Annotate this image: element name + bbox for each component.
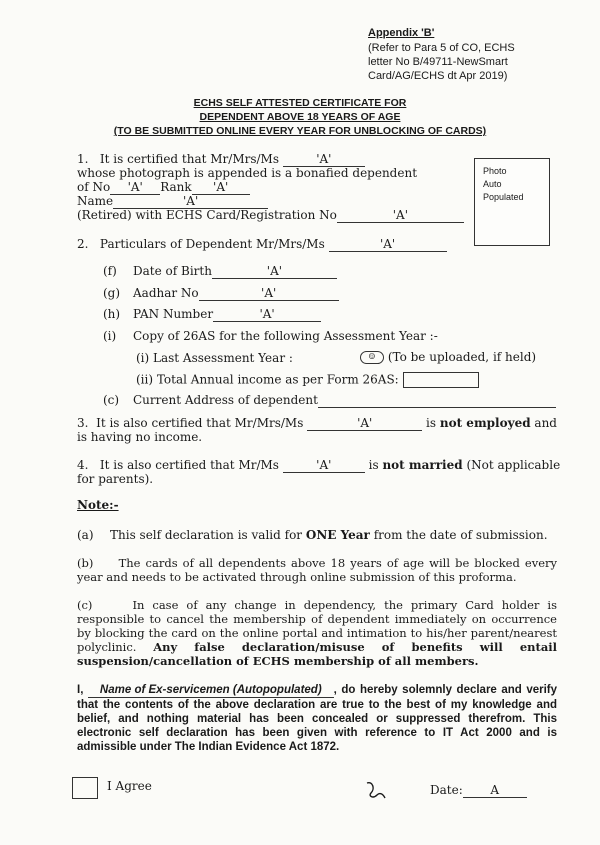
item3-and: and: [534, 416, 557, 430]
item1-prefix: It is certified that Mr/Mrs/Ms: [99, 152, 279, 166]
item1-line3: [77, 180, 250, 195]
item2-number: 2.: [77, 237, 89, 251]
item4-is: is: [368, 458, 379, 472]
note-a-part1: This self declaration is valid for: [110, 528, 303, 542]
item1-number-field[interactable]: 'A': [110, 180, 160, 195]
item1-name-label: Name: [77, 194, 114, 208]
item2-h-label: (h): [103, 307, 121, 321]
item2-f-row: [133, 264, 337, 279]
agree-checkbox[interactable]: [72, 777, 98, 799]
aadhar-label: Aadhar No: [133, 286, 199, 300]
note-c-label: (c): [77, 598, 93, 612]
heading-line2: DEPENDENT ABOVE 18 YEARS OF AGE: [199, 111, 401, 123]
item3-line2: is having no income.: [77, 430, 203, 444]
note-heading: Note:-: [77, 498, 119, 512]
item3-not-employed: not employed: [439, 416, 531, 430]
item1-rank-field[interactable]: 'A': [192, 180, 250, 195]
item4-dependent-field[interactable]: 'A': [283, 458, 365, 473]
item1-number: 1.: [77, 152, 89, 166]
item2-prefix: Particulars of Dependent Mr/Mrs/Ms: [99, 237, 325, 251]
item1-retired-label: (Retired) with ECHS Card/Registration No: [77, 208, 337, 222]
upload-note: (To be uploaded, if held): [387, 350, 537, 364]
item3-prefix: It is also certified that Mr/Mrs/Ms: [96, 416, 304, 430]
note-a-bold: ONE Year: [305, 528, 370, 542]
pan-label: PAN Number: [133, 307, 214, 321]
income-input[interactable]: [403, 372, 479, 388]
note-c-bold: Any false declaration/misuse of benefits will entail suspension/cancellation of ECHS membership of all members.: [77, 640, 558, 668]
item4-line1: [77, 458, 560, 473]
item2-c-label: (c): [103, 393, 120, 407]
item1-line1: [77, 152, 365, 167]
item1-name-field[interactable]: 'A': [283, 152, 365, 167]
note-c-text: In case of any change in dependency, the primary Card holder is responsible to cancel the membership of dependent immediately on occurrence by blocking the card on the online portal and intimation to his/her parent/nearest polyclinic.: [77, 598, 557, 654]
photo-line2: Auto: [483, 179, 502, 189]
item3-is: is: [426, 416, 437, 430]
item3-dependent-field[interactable]: 'A': [307, 416, 422, 431]
note-a-part2: from the date of submission.: [373, 528, 548, 542]
date-label: Date:: [430, 783, 463, 797]
declaration-paragraph: [77, 683, 557, 754]
appendix-ref-line2: letter No B/49711-NewSmart: [368, 56, 508, 68]
income-row: [136, 372, 479, 388]
note-a-text: [110, 528, 548, 542]
note-c-paragraph: [77, 598, 557, 668]
item2-g-row: [133, 286, 339, 301]
item1-rank-label: Rank: [160, 180, 192, 194]
appendix-ref-line1: (Refer to Para 5 of CO, ECHS: [368, 42, 515, 54]
note-a-label: (a): [77, 528, 94, 542]
item2-h-row: [133, 307, 321, 322]
photo-line1: Photo: [483, 166, 507, 176]
item2-dependent-field[interactable]: 'A': [329, 237, 447, 252]
assessment-year-row: [136, 351, 293, 365]
income-label: (ii) Total Annual income as per Form 26AS:: [136, 372, 399, 387]
item1-card-field[interactable]: 'A': [337, 208, 464, 223]
item4-line2: for parents).: [77, 472, 154, 486]
item2-c-row: [133, 393, 556, 408]
dob-field[interactable]: 'A': [212, 264, 337, 279]
item1-of-no-label: of No: [77, 180, 111, 194]
item2-f-label: (f): [103, 264, 117, 278]
note-b-paragraph: [77, 556, 557, 584]
item2-line1: [77, 237, 447, 252]
item2-i-row: Copy of 26AS for the following Assessment Year :-: [133, 329, 438, 343]
item1-member-name-field[interactable]: 'A': [113, 194, 268, 209]
item4-number: 4.: [77, 458, 89, 472]
declaration-i: I,: [77, 684, 84, 696]
aadhar-field[interactable]: 'A': [199, 286, 339, 301]
item1-line4: [77, 194, 268, 209]
date-row: [430, 783, 527, 798]
heading-line3: (TO BE SUBMITTED ONLINE EVERY YEAR FOR UNBLOCKING OF CARDS): [113, 125, 487, 137]
appendix-title: Appendix 'B': [368, 27, 435, 39]
note-b-label: (b): [77, 556, 94, 570]
photo-line3: Populated: [483, 192, 524, 202]
declaration-name-field[interactable]: Name of Ex-servicemen (Autopopulated): [88, 683, 334, 698]
item1-line2: whose photograph is appended is a bonafied dependent: [77, 166, 418, 180]
signature-mark: [363, 779, 389, 803]
item4-prefix: It is also certified that Mr/Ms: [99, 458, 279, 472]
assessment-year-label: (i) Last Assessment Year :: [136, 351, 293, 365]
address-label: Current Address of dependent: [133, 393, 318, 407]
heading-line1: ECHS SELF ATTESTED CERTIFICATE FOR: [193, 97, 407, 109]
item4-not-married: not married: [382, 458, 463, 472]
photo-placeholder: [474, 158, 550, 246]
item1-line5: [77, 208, 464, 223]
appendix-ref-line3: Card/AG/ECHS dt Apr 2019): [368, 70, 508, 82]
item2-i-label: (i): [103, 329, 117, 343]
item4-suffix: (Not applicable: [466, 458, 561, 472]
item3-number: 3.: [77, 416, 89, 430]
declaration-text: , do hereby solemnly declare and verify that the contents of the above declaration are true to the best of my knowledge and belief, and nothing material has been concealed or suppressed therefrom. This electronic self declaration has been given with reference to IT Act 2000 and is admissible under The Indian Evidence Act 1872.: [77, 684, 558, 753]
assessment-upload-row: [360, 350, 536, 364]
upload-icon[interactable]: ☺: [360, 351, 384, 364]
item3-line1: [77, 416, 557, 431]
agree-label: I Agree: [107, 779, 152, 793]
item2-g-label: (g): [103, 286, 121, 300]
address-field[interactable]: [318, 393, 556, 408]
dob-label: Date of Birth: [133, 264, 212, 278]
date-field[interactable]: A: [463, 783, 527, 798]
note-b-text: The cards of all dependents above 18 years of age will be blocked every year and needs to be activated through online submission of this proforma.: [77, 556, 557, 584]
pan-field[interactable]: 'A': [213, 307, 321, 322]
